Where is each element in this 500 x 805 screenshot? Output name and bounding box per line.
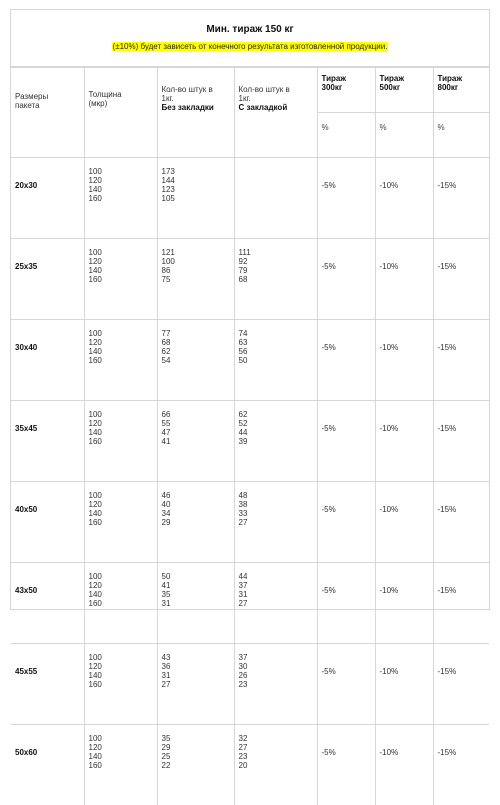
discount-cell-300: -5%: [317, 401, 375, 482]
count-no-fold-cell: 77 68 62 54: [157, 320, 234, 401]
header-tirazh-500: Тираж 500кг: [375, 68, 433, 113]
count-no-fold-cell: 121 100 86 75: [157, 239, 234, 320]
count-fold-cell: 74 63 56 50: [234, 320, 317, 401]
size-cell: 30x40: [11, 320, 84, 401]
header-size: Размеры пакета: [11, 68, 84, 158]
discount-cell-500: -10%: [375, 239, 433, 320]
size-cell: 45x55: [11, 644, 84, 725]
thickness-cell: 100 120 140 160: [84, 725, 157, 805]
thickness-cell: 100 120 140 160: [84, 401, 157, 482]
count-no-fold-cell: 46 40 34 29: [157, 482, 234, 563]
thickness-cell: 100 120 140 160: [84, 644, 157, 725]
price-table-frame: [10, 9, 490, 610]
header-tirazh-800: Тираж 800кг: [433, 68, 489, 113]
tolerance-note: [11, 42, 489, 51]
percent-label-500: %: [375, 113, 433, 158]
discount-cell-800: -15%: [433, 158, 489, 239]
discount-cell-800: -15%: [433, 320, 489, 401]
count-no-fold-cell: 66 55 47 41: [157, 401, 234, 482]
discount-cell-300: -5%: [317, 320, 375, 401]
size-cell: 40x50: [11, 482, 84, 563]
header-row: [11, 68, 489, 113]
discount-cell-800: -15%: [433, 401, 489, 482]
count-fold-cell: 62 52 44 39: [234, 401, 317, 482]
table-row: [11, 644, 489, 725]
table-row: [11, 482, 489, 563]
table-row: [11, 401, 489, 482]
count-no-fold-cell: 173 144 123 105: [157, 158, 234, 239]
percent-label-300: %: [317, 113, 375, 158]
count-fold-cell: 48 38 33 27: [234, 482, 317, 563]
discount-cell-800: -15%: [433, 644, 489, 725]
discount-cell-300: -5%: [317, 239, 375, 320]
discount-cell-500: -10%: [375, 482, 433, 563]
count-no-fold-cell: 50 41 35 31: [157, 563, 234, 644]
table-header-block: [11, 10, 489, 67]
table-row: [11, 320, 489, 401]
discount-cell-300: -5%: [317, 482, 375, 563]
count-fold-cell: 111 92 79 68: [234, 239, 317, 320]
discount-cell-500: -10%: [375, 644, 433, 725]
price-table: [11, 67, 489, 805]
discount-cell-500: -10%: [375, 563, 433, 644]
table-row: [11, 158, 489, 239]
discount-cell-500: -10%: [375, 401, 433, 482]
count-fold-cell: 44 37 31 27: [234, 563, 317, 644]
size-cell: 25x35: [11, 239, 84, 320]
size-cell: 20x30: [11, 158, 84, 239]
header-thickness: Толщина (мкр): [84, 68, 157, 158]
count-fold-cell: [234, 158, 317, 239]
discount-cell-500: -10%: [375, 158, 433, 239]
count-fold-cell: 32 27 23 20: [234, 725, 317, 805]
page-title: Мин. тираж 150 кг: [11, 24, 489, 35]
percent-label-800: %: [433, 113, 489, 158]
table-row: [11, 563, 489, 644]
header-count-no-fold: Кол-во штук в 1кг. Без закладки: [157, 68, 234, 158]
discount-cell-300: -5%: [317, 563, 375, 644]
size-cell: 35x45: [11, 401, 84, 482]
discount-cell-300: -5%: [317, 644, 375, 725]
highlighted-note-text: (±10%) будет зависеть от конечного результата изготовленной продукции.: [112, 42, 389, 51]
count-fold-cell: 37 30 26 23: [234, 644, 317, 725]
table-row: [11, 239, 489, 320]
size-cell: 43x50: [11, 563, 84, 644]
discount-cell-500: -10%: [375, 725, 433, 805]
header-tirazh-300: Тираж 300кг: [317, 68, 375, 113]
header-count-fold: Кол-во штук в 1кг. С закладкой: [234, 68, 317, 158]
thickness-cell: 100 120 140 160: [84, 320, 157, 401]
discount-cell-800: -15%: [433, 563, 489, 644]
table-row: [11, 725, 489, 805]
thickness-cell: 100 120 140 160: [84, 158, 157, 239]
discount-cell-300: -5%: [317, 158, 375, 239]
discount-cell-500: -10%: [375, 320, 433, 401]
discount-cell-800: -15%: [433, 725, 489, 805]
discount-cell-800: -15%: [433, 482, 489, 563]
count-no-fold-cell: 43 36 31 27: [157, 644, 234, 725]
discount-cell-300: -5%: [317, 725, 375, 805]
thickness-cell: 100 120 140 160: [84, 239, 157, 320]
size-cell: 50x60: [11, 725, 84, 805]
discount-cell-800: -15%: [433, 239, 489, 320]
thickness-cell: 100 120 140 160: [84, 563, 157, 644]
count-no-fold-cell: 35 29 25 22: [157, 725, 234, 805]
thickness-cell: 100 120 140 160: [84, 482, 157, 563]
